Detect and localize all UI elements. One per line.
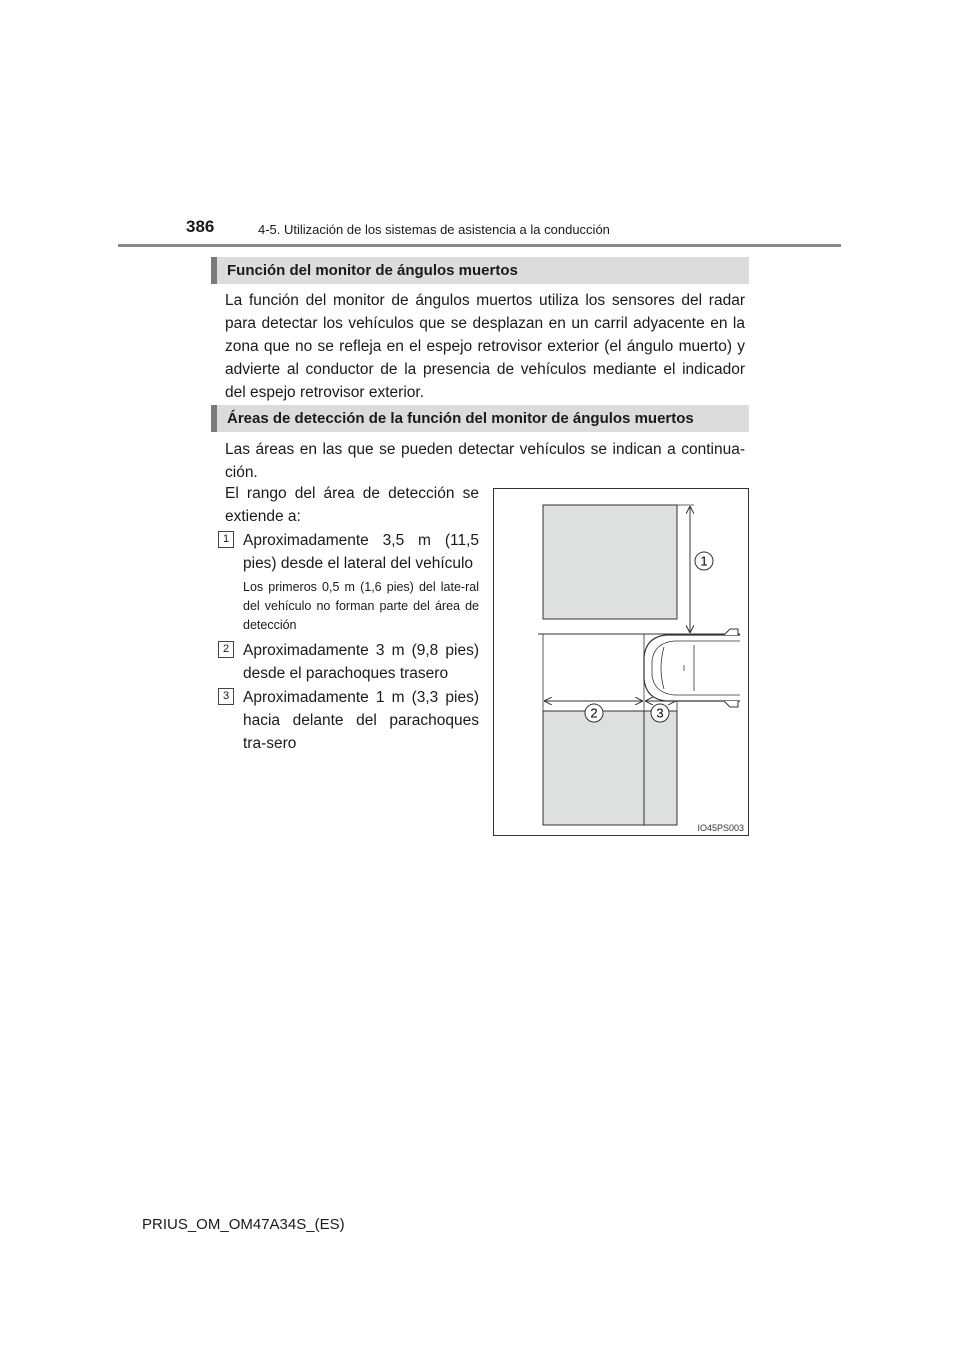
item-number-1: 1 — [218, 531, 234, 548]
detection-note: Los primeros 0,5 m (1,6 pies) del late-ral del vehículo no forman parte del área de detección — [243, 580, 479, 632]
header-divider — [118, 244, 841, 247]
figure-id: IO45PS003 — [697, 823, 744, 833]
callout-3-label: 3 — [656, 705, 664, 721]
range-intro: El rango del área de detección se extiende a: — [225, 485, 479, 525]
car-top-view — [644, 629, 740, 707]
callout-1-label: 1 — [700, 553, 708, 569]
rear-detection-area — [543, 711, 677, 825]
item-text-3: Aproximadamente 1 m (3,3 pies) hacia delante del parachoques tra-sero — [243, 689, 479, 752]
detection-area-diagram — [493, 488, 749, 836]
item-number-3: 3 — [218, 688, 234, 705]
section-heading-detection-areas: Áreas de detección de la función del monitor de ángulos muertos — [211, 405, 749, 432]
footer-doc-code: PRIUS_OM_OM47A34S_(ES) — [142, 1216, 345, 1233]
item-text-1: Aproximadamente 3,5 m (11,5 pies) desde el lateral del vehículo — [243, 532, 479, 572]
callout-2-label: 2 — [590, 705, 598, 721]
chapter-header: 4-5. Utilización de los sistemas de asistencia a la conducción — [258, 222, 610, 237]
section-body-blind-spot-function: La función del monitor de ángulos muertos utiliza los sensores del radar para detectar los vehículos que se desplazan en un carril adyacente en la zona que no se refleja en el espejo retrovisor exterior (el ángulo muerto) y advierte al conductor de la presencia de vehículos mediante el indicador del espejo retrovisor exterior. — [225, 292, 745, 401]
detection-areas-intro: Las áreas en las que se pueden detectar vehículos se indican a continua-ción. — [225, 441, 745, 481]
page-number: 386 — [186, 217, 215, 236]
side-detection-area — [543, 505, 677, 619]
item-number-2: 2 — [218, 641, 234, 658]
item-text-2: Aproximadamente 3 m (9,8 pies) desde el parachoques trasero — [243, 642, 479, 682]
diagram-drawing — [494, 489, 748, 835]
section-heading-blind-spot-function: Función del monitor de ángulos muertos — [211, 257, 749, 284]
